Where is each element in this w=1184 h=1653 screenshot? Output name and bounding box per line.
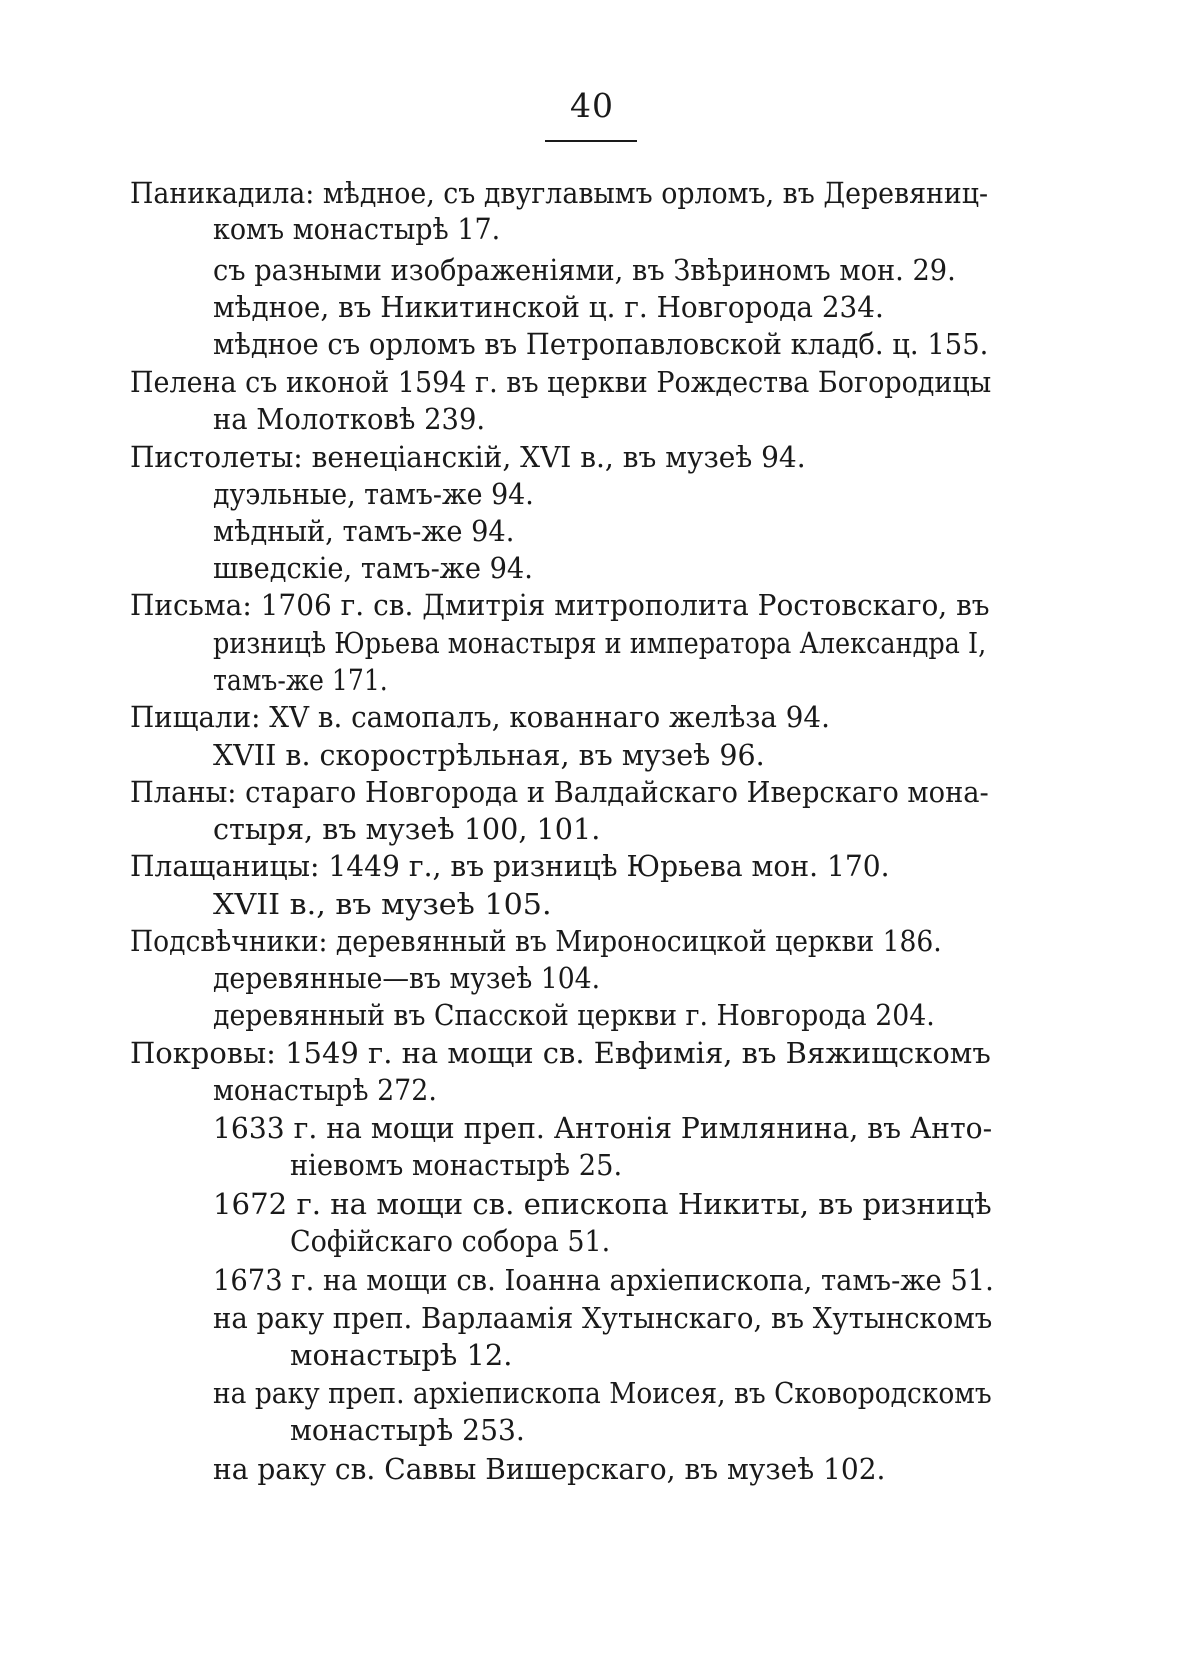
index-subentry: монастырѣ 272. — [213, 1073, 437, 1107]
index-entry-plany: Планы: стараго Новгорода и Валдайскаго Иверскаго мона- — [130, 775, 989, 809]
index-entry-panikadila: Паникадила: мѣдное, съ двуглавымъ орломъ, въ Деревяниц- — [130, 176, 989, 210]
index-subentry: XVII в., въ музеѣ 105. — [213, 887, 552, 921]
index-subentry: стыря, въ музеѣ 100, 101. — [213, 812, 601, 846]
index-subentry: на раку св. Саввы Вишерскаго, въ музеѣ 102. — [213, 1452, 886, 1486]
index-subentry: съ разными изображеніями, въ Звѣриномъ мон. 29. — [213, 253, 956, 287]
subject-index — [0, 176, 1184, 1616]
index-subentry: шведскіе, тамъ-же 94. — [213, 551, 533, 585]
index-subentry: 1672 г. на мощи св. епископа Никиты, въ ризницѣ — [213, 1187, 992, 1221]
index-subentry: на раку преп. Варлаамія Хутынскаго, въ Хутынскомъ — [213, 1301, 993, 1335]
index-subentry-continuation: монастырѣ 12. — [290, 1338, 513, 1372]
index-subentry: мѣдное, въ Никитинской ц. г. Новгорода 234. — [213, 290, 884, 324]
index-subentry: комъ монастырѣ 17. — [213, 212, 501, 246]
index-entry-plashchanitsy: Плащаницы: 1449 г., въ ризницѣ Юрьева мон. 170. — [130, 849, 890, 883]
index-subentry: тамъ-же 171. — [213, 663, 388, 697]
index-subentry-continuation: ніевомъ монастырѣ 25. — [290, 1148, 623, 1182]
index-subentry: на раку преп. архіепископа Моисея, въ Сковородскомъ — [213, 1376, 992, 1410]
index-entry-pokrovy: Покровы: 1549 г. на мощи св. Евфимія, въ Вяжищскомъ — [130, 1036, 991, 1070]
index-subentry: деревянные—въ музеѣ 104. — [213, 961, 601, 995]
index-subentry: на Молотковѣ 239. — [213, 402, 486, 436]
index-entry-podsvechniki: Подсвѣчники: деревянный въ Мироносицкой церкви 186. — [130, 924, 942, 958]
index-subentry: мѣдное съ орломъ въ Петропавловской кладб. ц. 155. — [213, 327, 989, 361]
index-entry-pishchali: Пищали: XV в. самопалъ, кованнаго желѣза 94. — [130, 700, 830, 734]
index-subentry: XVII в. скорострѣльная, въ музеѣ 96. — [213, 738, 765, 772]
index-subentry: дуэльные, тамъ-же 94. — [213, 477, 534, 511]
index-entry-pistolety: Пистолеты: венеціанскій, XVI в., въ музеѣ 94. — [130, 440, 806, 474]
index-subentry: 1673 г. на мощи св. Іоанна архіепископа, тамъ-же 51. — [213, 1263, 994, 1297]
index-entry-pelena: Пелена съ иконой 1594 г. въ церкви Рождества Богородицы — [130, 365, 992, 399]
page-number: 40 — [570, 86, 614, 125]
index-subentry: деревянный въ Спасской церкви г. Новгорода 204. — [213, 998, 935, 1032]
index-subentry: мѣдный, тамъ-же 94. — [213, 514, 515, 548]
index-subentry: 1633 г. на мощи преп. Антонія Римлянина, въ Анто- — [213, 1111, 993, 1145]
index-subentry-continuation: монастырѣ 253. — [290, 1413, 525, 1447]
index-subentry-continuation: Софійскаго собора 51. — [290, 1224, 611, 1258]
header-rule — [545, 140, 637, 142]
index-entry-pisma: Письма: 1706 г. св. Дмитрія митрополита Ростовскаго, въ — [130, 588, 990, 622]
index-subentry: ризницѣ Юрьева монастыря и императора Александра I, — [213, 626, 987, 660]
